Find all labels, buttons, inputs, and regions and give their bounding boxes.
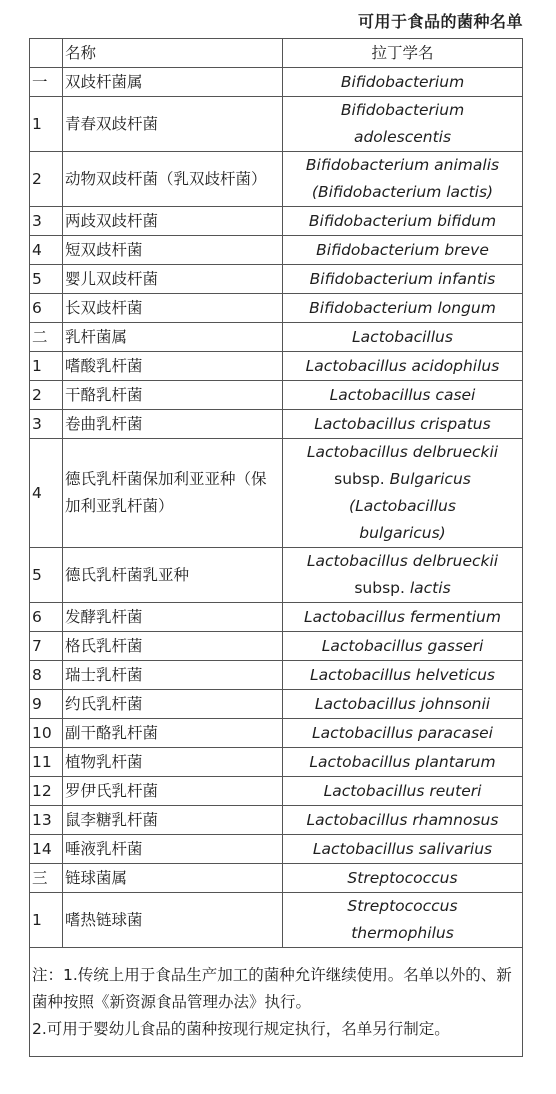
row-name: 乳杆菌属: [63, 323, 283, 352]
latin-line: Lactobacillus delbrueckii: [306, 552, 499, 570]
row-name: 副干酪乳杆菌: [63, 719, 283, 748]
row-name: 约氏乳杆菌: [63, 690, 283, 719]
row-name: 链球菌属: [63, 864, 283, 893]
row-name: 鼠李糖乳杆菌: [63, 806, 283, 835]
note-line: 注：1.传统上用于食品生产加工的菌种允许继续使用。名单以外的、新菌种按照《新资源食品管理办法》执行。: [32, 965, 512, 1011]
table-row: [30, 806, 523, 835]
table-row: [30, 864, 523, 893]
latin-line: Bifidobacterium infantis: [309, 269, 496, 288]
row-name: 植物乳杆菌: [63, 748, 283, 777]
latin-line: (Lactobacillus: [349, 497, 456, 515]
row-latin: [283, 352, 523, 381]
latin-line: Bifidobacterium animalis: [305, 156, 500, 174]
latin-line: Lactobacillus reuteri: [323, 781, 482, 800]
row-index: 8: [30, 661, 63, 690]
table-row: [30, 68, 523, 97]
row-latin: [283, 748, 523, 777]
row-latin: [283, 439, 523, 548]
row-name: 嗜酸乳杆菌: [63, 352, 283, 381]
table-row: [30, 661, 523, 690]
table-row: [30, 236, 523, 265]
latin-line: (Bifidobacterium lactis): [311, 183, 494, 201]
row-index: 二: [30, 323, 63, 352]
row-index: 4: [30, 439, 63, 548]
table-row: [30, 152, 523, 207]
latin-line: Lactobacillus plantarum: [309, 752, 496, 771]
row-name: 德氏乳杆菌保加利亚亚种（保加利亚乳杆菌）: [63, 439, 283, 548]
latin-line: Lactobacillus rhamnosus: [306, 810, 499, 829]
row-latin: [283, 381, 523, 410]
table-row: [30, 835, 523, 864]
latin-line: Bifidobacterium bifidum: [308, 211, 497, 230]
latin-line: Bifidobacterium: [340, 101, 465, 119]
row-latin: [283, 893, 523, 948]
document-title: 可用于食品的菌种名单: [357, 12, 523, 31]
row-name: 两歧双歧杆菌: [63, 207, 283, 236]
table-row: [30, 748, 523, 777]
row-index: 1: [30, 97, 63, 152]
latin-line: adolescentis: [353, 128, 452, 146]
row-latin: [283, 410, 523, 439]
latin-line: Lactobacillus salivarius: [312, 839, 493, 858]
latin-line: Lactobacillus gasseri: [321, 636, 484, 655]
latin-line: Bifidobacterium breve: [316, 240, 489, 259]
row-index: 3: [30, 410, 63, 439]
row-name: 青春双歧杆菌: [63, 97, 283, 152]
row-latin: [283, 806, 523, 835]
row-latin: [283, 777, 523, 806]
table-row: [30, 410, 523, 439]
table-header-row: [30, 39, 523, 68]
row-index: 9: [30, 690, 63, 719]
latin-line: Lactobacillus fermentium: [304, 607, 501, 626]
row-index: 5: [30, 548, 63, 603]
table-row: [30, 323, 523, 352]
latin-line: Lactobacillus crispatus: [314, 414, 491, 433]
table-row: [30, 352, 523, 381]
row-latin: [283, 632, 523, 661]
row-latin: [283, 548, 523, 603]
row-latin: [283, 152, 523, 207]
row-name: 干酪乳杆菌: [63, 381, 283, 410]
table-row: [30, 207, 523, 236]
latin-line: Bifidobacterium longum: [309, 298, 496, 317]
row-latin: [283, 864, 523, 893]
row-index: 1: [30, 352, 63, 381]
table-row: [30, 548, 523, 603]
table-row: [30, 632, 523, 661]
row-index: 3: [30, 207, 63, 236]
row-index: 4: [30, 236, 63, 265]
row-latin: [283, 236, 523, 265]
row-name: 短双歧杆菌: [63, 236, 283, 265]
latin-line: Streptococcus: [347, 868, 458, 887]
row-name: 罗伊氏乳杆菌: [63, 777, 283, 806]
table-row: [30, 603, 523, 632]
row-latin: [283, 68, 523, 97]
row-name: 双歧杆菌属: [63, 68, 283, 97]
row-name: 卷曲乳杆菌: [63, 410, 283, 439]
table-row: [30, 381, 523, 410]
latin-line: Lactobacillus acidophilus: [305, 356, 500, 375]
row-index: 10: [30, 719, 63, 748]
row-name: 嗜热链球菌: [63, 893, 283, 948]
row-latin: [283, 265, 523, 294]
row-name: 动物双歧杆菌（乳双歧杆菌）: [63, 152, 283, 207]
row-latin: [283, 323, 523, 352]
row-latin: [283, 661, 523, 690]
latin-line: subsp. lactis: [354, 579, 451, 597]
strain-table: [29, 38, 523, 1057]
table-row: [30, 97, 523, 152]
row-latin: [283, 835, 523, 864]
latin-line: Lactobacillus paracasei: [312, 723, 493, 742]
latin-line: Bifidobacterium: [340, 72, 465, 91]
row-name: 长双歧杆菌: [63, 294, 283, 323]
row-index: 一: [30, 68, 63, 97]
row-latin: [283, 294, 523, 323]
row-index: 11: [30, 748, 63, 777]
row-name: 唾液乳杆菌: [63, 835, 283, 864]
row-index: 2: [30, 152, 63, 207]
row-index: 三: [30, 864, 63, 893]
row-name: 瑞士乳杆菌: [63, 661, 283, 690]
header-name: 名称: [63, 39, 283, 68]
table-row: [30, 777, 523, 806]
table-row: [30, 439, 523, 548]
table-notes: [30, 948, 523, 1057]
row-latin: [283, 603, 523, 632]
row-latin: [283, 690, 523, 719]
row-latin: [283, 719, 523, 748]
latin-line: Lactobacillus: [352, 327, 453, 346]
row-name: 格氏乳杆菌: [63, 632, 283, 661]
header-index: [30, 39, 63, 68]
row-index: 6: [30, 294, 63, 323]
latin-line: Lactobacillus delbrueckii: [306, 443, 499, 461]
table-row: [30, 719, 523, 748]
latin-line: bulgaricus): [359, 524, 446, 542]
latin-line: Streptococcus: [347, 897, 458, 915]
row-index: 5: [30, 265, 63, 294]
latin-line: Lactobacillus johnsonii: [314, 694, 491, 713]
latin-line: Lactobacillus casei: [329, 385, 476, 404]
row-latin: [283, 207, 523, 236]
row-index: 2: [30, 381, 63, 410]
latin-line: thermophilus: [351, 924, 454, 942]
table-row: [30, 893, 523, 948]
table-row: [30, 690, 523, 719]
note-line: 2.可用于婴幼儿食品的菌种按现行规定执行，名单另行制定。: [32, 1019, 450, 1038]
row-index: 1: [30, 893, 63, 948]
row-index: 12: [30, 777, 63, 806]
table-row: [30, 265, 523, 294]
latin-line: subsp. Bulgaricus: [334, 470, 471, 488]
row-latin: [283, 97, 523, 152]
latin-line: Lactobacillus helveticus: [309, 665, 495, 684]
row-index: 6: [30, 603, 63, 632]
row-name: 发酵乳杆菌: [63, 603, 283, 632]
header-latin-name: 拉丁学名: [283, 39, 523, 68]
row-name: 婴儿双歧杆菌: [63, 265, 283, 294]
row-index: 13: [30, 806, 63, 835]
row-index: 7: [30, 632, 63, 661]
row-name: 德氏乳杆菌乳亚种: [63, 548, 283, 603]
notes-row: [30, 948, 523, 1057]
row-index: 14: [30, 835, 63, 864]
table-row: [30, 294, 523, 323]
